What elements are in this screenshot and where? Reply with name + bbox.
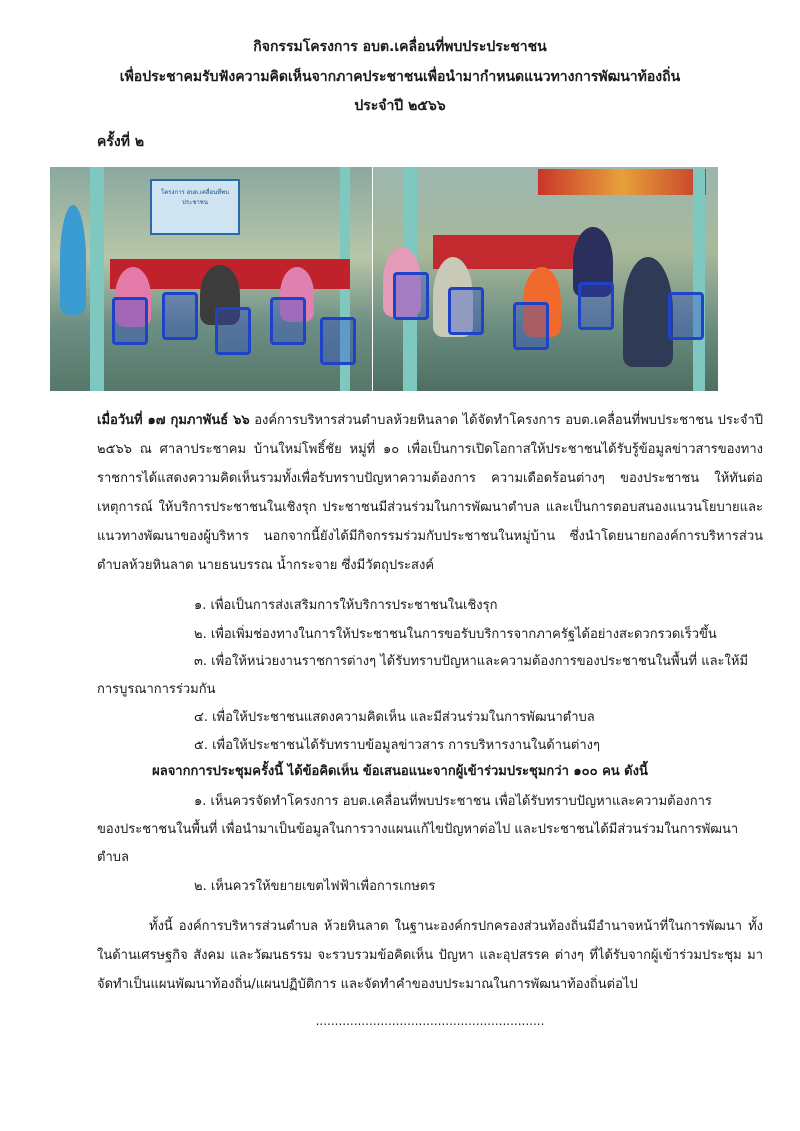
footer-dotted-line: ............................................................ bbox=[315, 1014, 545, 1028]
blue-chair bbox=[320, 317, 356, 365]
meeting-photo-right bbox=[373, 167, 718, 391]
seated-person bbox=[623, 257, 673, 367]
pillar bbox=[90, 167, 104, 391]
blue-chair bbox=[162, 292, 198, 340]
speaker-person bbox=[60, 205, 86, 315]
document-title-line-1: กิจกรรมโครงการ อบต.เคลื่อนที่พบประประชาชน bbox=[253, 39, 547, 55]
result-item-continued: ของประชาชนในพื้นที่ เพื่อนำมาเป็นข้อมูลในการวางแผนแก้ไขปัญหาต่อไป และประชาชนได้มีส่วนร่วมในการพัฒนา bbox=[97, 822, 739, 837]
document-title-line-3: ประจำปี ๒๕๖๖ bbox=[354, 98, 446, 114]
blue-chair bbox=[112, 297, 148, 345]
blue-chair bbox=[448, 287, 484, 335]
result-item: ๑. เห็นควรจัดทำโครงการ อบต.เคลื่อนที่พบประชาชน เพื่อได้รับทราบปัญหาและความต้องการ bbox=[194, 794, 712, 809]
objective-item: ๓. เพื่อให้หน่วยงานราชการต่างๆ ได้รับทราบปัญหาและความต้องการของประชาชนในพื้นที่ และให้มี bbox=[194, 654, 749, 669]
closing-paragraph: ทั้งนี้ องค์การบริหารส่วนตำบล ห้วยหินลาด ในฐานะองค์กรปกครองส่วนท้องถิ่นมีอำนาจหน้าที่ในการพัฒนา ทั้งในด้านเศรษฐกิจ สังคม และวัฒนธรรม จะรวบรวมข้อคิดเห็น ปัญหา และอุปสรรค ต่างๆ ที่ได้รับจากผู้เข้าร่วมประชุม มาจัดทำเป็นแผนพัฒนาท้องถิ่น/แผนปฏิบัติการ และจัดทำคำของบประมาณในการพัฒนาท้องถิ่นต่อไป bbox=[97, 919, 763, 992]
round-label: ครั้งที่ ๒ bbox=[97, 134, 145, 150]
document-title-line-2: เพื่อประชาคมรับฟังความคิดเห็นจากภาคประชาชนเพื่อนำมากำหนดแนวทางการพัฒนาท้องถิ่น bbox=[119, 69, 681, 85]
result-item: ๒. เห็นควรให้ขยายเขตไฟฟ้าเพื่อการเกษตร bbox=[194, 879, 436, 894]
blue-chair bbox=[668, 292, 704, 340]
project-sign bbox=[150, 179, 240, 235]
objective-item: ๒. เพื่อเพิ่มช่องทางในการให้ประชาชนในการขอรับบริการจากภาครัฐได้อย่างสะดวกรวดเร็วขึ้น bbox=[194, 627, 717, 642]
intro-paragraph bbox=[97, 406, 763, 580]
results-heading: ผลจากการประชุมครั้งนี้ ได้ข้อคิดเห็น ข้อเสนอแนะจากผู้เข้าร่วมประชุมกว่า ๑๐๐ คน ดังนี้ bbox=[152, 764, 648, 779]
sign-text: โครงการ อบต.เคลื่อนที่พบประชาชน bbox=[161, 189, 229, 206]
objective-item: ๔. เพื่อให้ประชาชนแสดงความคิดเห็น และมีส่วนร่วมในการพัฒนาตำบล bbox=[194, 710, 595, 725]
blue-chair bbox=[215, 307, 251, 355]
intro-body: องค์การบริหารส่วนตำบลห้วยหินลาด ได้จัดทำโครงการ อบต.เคลื่อนที่พบประชาชน ประจำปี ๒๕๖๖ ณ ศาลาประชาคม บ้านใหม่โพธิ์ชัย หมู่ที่ ๑๐ เพื่อเป็นการเปิดโอกาสให้ประชาชนได้รับรู้ข้อมูลข่าวสารของทางราชการได้แสดงความคิดเห็นรวมทั้งเพื่อรับทราบปัญหาความต้องการ ความเดือดร้อนต่างๆ ของประชาชน ให้ทันต่อเหตุการณ์ ให้บริการประชาชนในเชิงรุก ประชาชนมีส่วนร่วมในการพัฒนาตำบล และเป็นการตอบสนองแนวนโยบายและแนวทางพัฒนาของผู้บริหาร นอกจากนี้ยังได้มีกิจกรรมร่วมกับประชาชนในหมู่บ้าน ซึ่งนำโดยนายกองค์การบริหารส่วนตำบลห้วยหินลาด นายธนบรรณ น้ำกระจาย ซึ่งมีวัตถุประสงค์ bbox=[97, 413, 764, 573]
objective-item-continued: การบูรณาการร่วมกัน bbox=[97, 682, 216, 697]
meeting-photo-left bbox=[50, 167, 372, 391]
blue-chair bbox=[513, 302, 549, 350]
blue-chair bbox=[578, 282, 614, 330]
pillar bbox=[693, 167, 705, 391]
objective-item: ๑. เพื่อเป็นการส่งเสริมการให้บริการประชาชนในเชิงรุก bbox=[194, 598, 498, 613]
objective-item: ๕. เพื่อให้ประชาชนได้รับทราบข้อมูลข่าวสาร การบริหารงานในด้านต่างๆ bbox=[194, 738, 600, 753]
blue-chair bbox=[270, 297, 306, 345]
blue-chair bbox=[393, 272, 429, 320]
intro-date: เมื่อวันที่ ๑๗ กุมภาพันธ์ ๖๖ bbox=[97, 413, 250, 428]
result-item-continued: ตำบล bbox=[97, 850, 129, 865]
photo-collage bbox=[50, 167, 718, 391]
event-banner bbox=[538, 169, 706, 195]
